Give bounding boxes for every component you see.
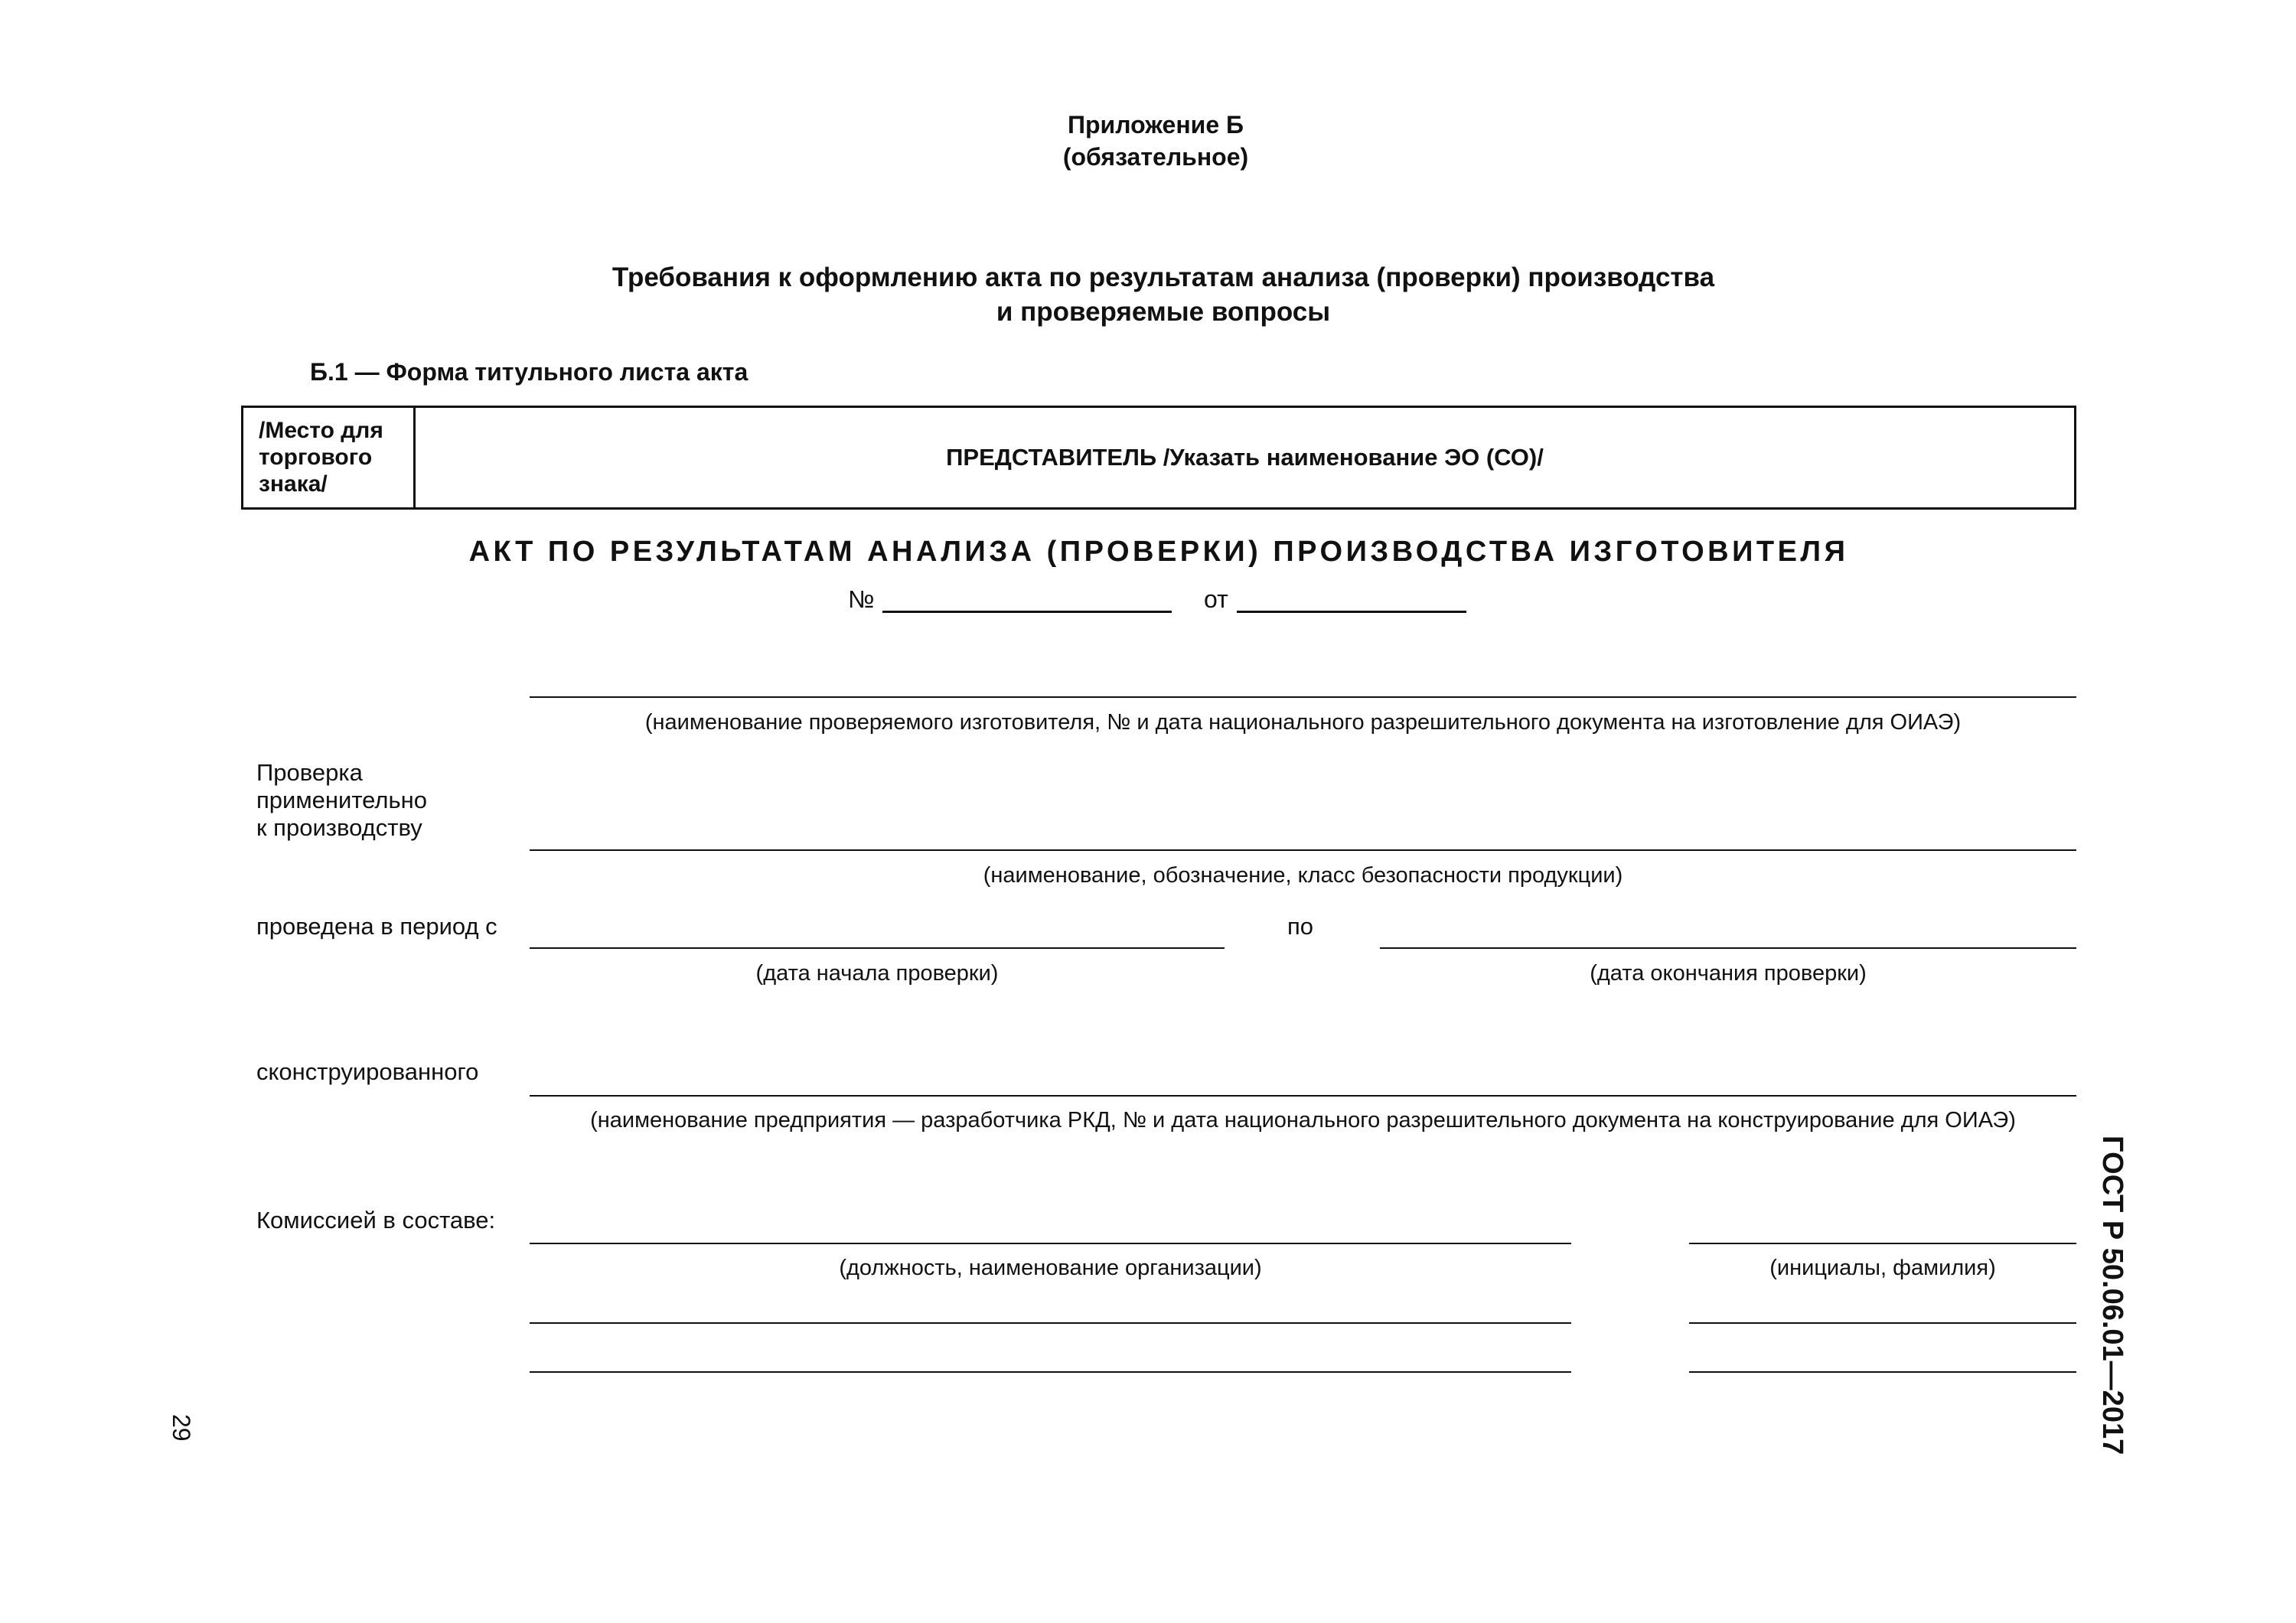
act-date-field[interactable]: [1237, 611, 1466, 613]
requirements-title-line-1: Требования к оформлению акта по результатам анализа (проверки) производства: [612, 262, 1715, 292]
product-caption: (наименование, обозначение, класс безопасности продукции): [983, 863, 1623, 888]
trademark-cell: [243, 408, 416, 507]
standard-code: ГОСТ Р 50.06.01—2017: [2096, 1136, 2128, 1455]
check-label: [256, 759, 427, 842]
requirements-title-line-2: и проверяемые вопросы: [996, 297, 1331, 327]
commission-name-field-1[interactable]: [1689, 1243, 2076, 1244]
trademark-line: знака/: [259, 471, 328, 497]
designer-caption: (наименование предприятия — разработчика РКД, № и дата национального разрешительного документа на конструирование для ОИАЭ): [590, 1108, 2016, 1133]
manufacturer-caption: (наименование проверяемого изготовителя, № и дата национального разрешительного документа на изготовление для ОИАЭ): [644, 710, 1962, 735]
end-date-caption: (дата окончания проверки): [1590, 961, 1867, 986]
period-from-label: проведена в период с: [256, 913, 497, 940]
check-label-line: Проверка: [256, 759, 363, 786]
position-caption: (должность, наименование организации): [839, 1256, 1262, 1280]
check-label-line: применительно: [256, 787, 427, 813]
appendix-heading: [918, 109, 1393, 173]
commission-name-field-2[interactable]: [1689, 1322, 2076, 1324]
designed-label: сконструированного: [256, 1058, 479, 1085]
appendix-title: Приложение Б: [1068, 111, 1244, 139]
commission-position-field-3[interactable]: [530, 1371, 1571, 1373]
requirements-title: [475, 260, 1852, 329]
check-label-line: к производству: [256, 814, 422, 841]
page-number: 29: [168, 1414, 195, 1442]
trademark-line: /Место для: [259, 418, 383, 443]
representative-cell: [416, 408, 2074, 507]
name-caption: (инициалы, фамилия): [1769, 1256, 1996, 1280]
act-title: АКТ ПО РЕЗУЛЬТАТАМ АНАЛИЗА (ПРОВЕРКИ) ПРОИЗВОДСТВА ИЗГОТОВИТЕЛЯ: [468, 536, 1849, 568]
representative-text: ПРЕДСТАВИТЕЛЬ /Указать наименование ЭО (СО)/: [946, 444, 1544, 471]
commission-name-field-3[interactable]: [1689, 1371, 2076, 1373]
designer-field[interactable]: [530, 1095, 2076, 1097]
trademark-line: торгового: [259, 445, 373, 470]
section-label: Б.1 — Форма титульного листа акта: [310, 358, 748, 386]
act-number-field[interactable]: [882, 611, 1172, 613]
header-table: [241, 406, 2076, 510]
start-date-caption: (дата начала проверки): [755, 961, 999, 986]
period-to-label: по: [1287, 913, 1314, 940]
act-date-label: от: [1204, 585, 1228, 613]
end-date-field[interactable]: [1380, 947, 2076, 949]
product-field[interactable]: [530, 849, 2076, 851]
appendix-status: (обязательное): [1062, 143, 1249, 171]
start-date-field[interactable]: [530, 947, 1225, 949]
manufacturer-field[interactable]: [530, 696, 2076, 698]
commission-label: Комиссией в составе:: [256, 1207, 496, 1234]
commission-position-field-1[interactable]: [530, 1243, 1571, 1244]
act-number-label: №: [848, 585, 875, 613]
commission-position-field-2[interactable]: [530, 1322, 1571, 1324]
